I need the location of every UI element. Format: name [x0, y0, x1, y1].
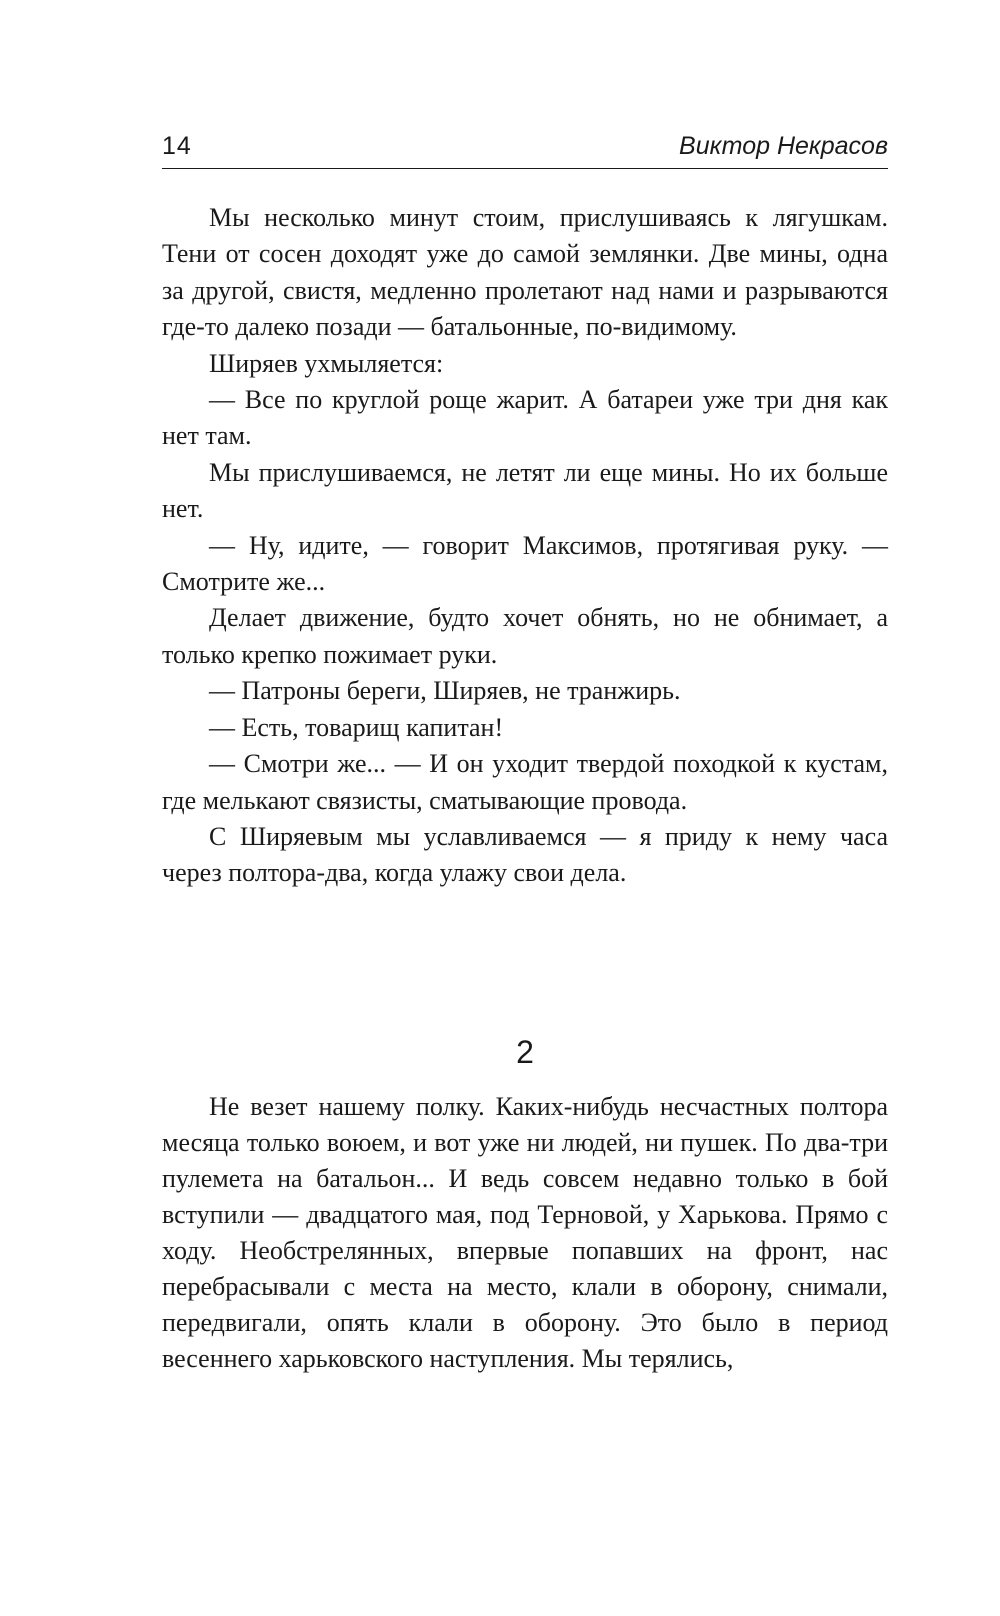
- section-text: [162, 200, 888, 892]
- chapter-number: 2: [516, 1034, 534, 1070]
- paragraph: Делает движение, будто хочет обнять, но не обнимает, а только крепко пожимает руки.: [162, 603, 888, 669]
- paragraph: Мы несколько минут стоим, прислушиваясь к лягушкам. Тени от сосен доходят уже до самой землянки. Две мины, одна за другой, свистя, медленно пролетают над нами и разрываются где-то далеко позади — батальонные, по-видимому.: [162, 203, 888, 342]
- chapter-text: [162, 1089, 888, 1377]
- author-name: Виктор Некрасов: [679, 132, 888, 160]
- paragraph: Не везет нашему полку. Каких-нибудь несчастных полтора месяца только воюем, и вот уже ни людей, ни пушек. По два-три пулемета на батальон... И ведь совсем недавно только в бой вступили — двадцатого мая, под Терновой, у Харькова. Прямо с ходу. Необстрелянных, впервые попавших на фронт, нас перебрасывали с места на место, клали в оборону, снимали, передвигали, опять клали в оборону. Это было в период весеннего харьковского наступления. Мы терялись,: [162, 1092, 888, 1373]
- paragraph: С Ширяевым мы уславливаемся — я приду к нему часа через полтора-два, когда улажу свои дела.: [162, 821, 888, 888]
- paragraph: — Ну, идите, — говорит Максимов, протягивая руку. — Смотрите же...: [162, 530, 888, 597]
- paragraph: — Смотри же... — И он уходит твердой походкой к кустам, где мелькают связисты, сматывающие провода.: [162, 749, 888, 815]
- paragraph: — Все по круглой роще жарит. А батареи уже три дня как нет там.: [162, 385, 888, 451]
- page-number: 14: [162, 132, 192, 160]
- paragraph: Мы прислушиваемся, не летят ли еще мины. Но их больше нет.: [162, 457, 888, 524]
- paragraph: Ширяев ухмыляется:: [209, 348, 444, 378]
- running-head: [162, 128, 888, 169]
- paragraph: — Есть, товарищ капитан!: [209, 712, 504, 742]
- paragraph: — Патроны береги, Ширяев, не транжирь.: [209, 676, 681, 706]
